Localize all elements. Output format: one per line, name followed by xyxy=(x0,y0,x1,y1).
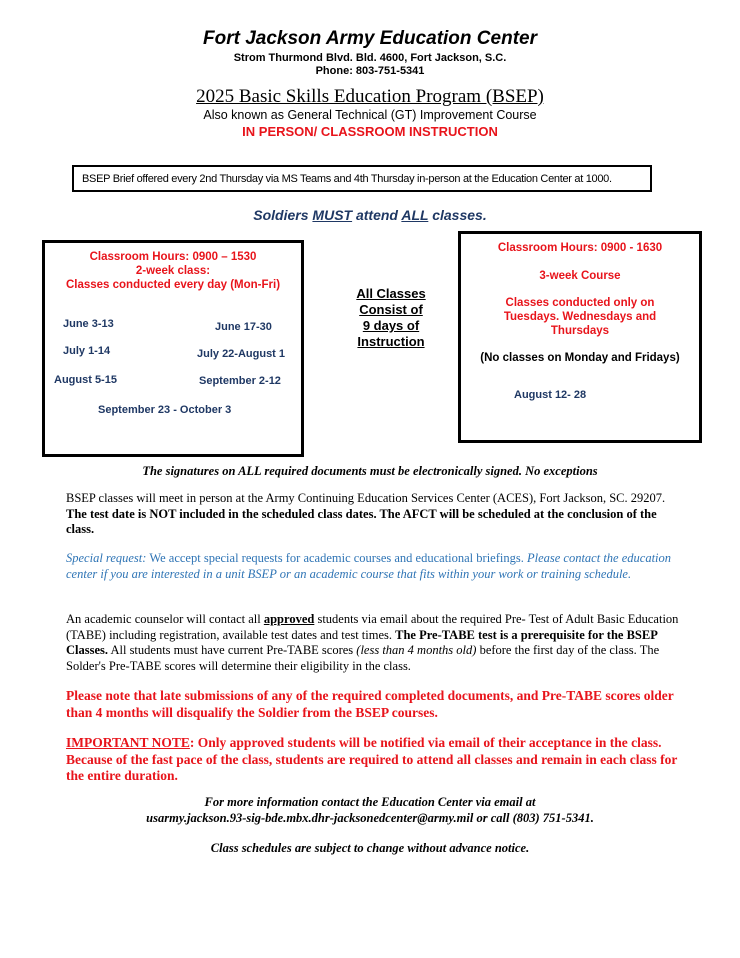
instruction-mode: IN PERSON/ CLASSROOM INSTRUCTION xyxy=(242,124,498,139)
special-request-text: We accept special requests for academic courses and educational briefings. xyxy=(146,551,527,565)
attendance-requirement xyxy=(0,207,740,223)
class-date: August 12- 28 xyxy=(514,389,587,401)
approved-word: approved xyxy=(263,612,315,626)
class-date: June 3-13 xyxy=(63,318,114,330)
three-week-note: (No classes on Monday and Fridays) xyxy=(480,352,680,364)
contact-info xyxy=(0,795,740,826)
contact-email-line: usarmy.jackson.93-sig-bde.mbx.dhr-jacksonedcenter@army.mil or call (803) 751-5341. xyxy=(146,810,594,825)
important-note xyxy=(66,735,686,785)
must-mid: attend xyxy=(352,207,402,223)
class-length-line: Instruction xyxy=(357,334,425,349)
class-date: August 5-15 xyxy=(54,374,117,386)
class-length-line: All Classes xyxy=(356,286,426,301)
class-date: June 17-30 xyxy=(215,321,272,333)
late-submission-warning: Please note that late submissions of any of the required completed documents, and Pre-TABE scores older than 4 months will disqualify the Soldier from the BSEP courses. xyxy=(66,688,674,720)
address: Strom Thurmond Blvd. Bld. 4600, Fort Jackson, S.C. xyxy=(233,52,507,64)
three-week-length: 3-week Course xyxy=(539,270,621,282)
two-week-schedule-box xyxy=(42,240,304,457)
program-title: 2025 Basic Skills Education Program (BSEP) xyxy=(196,86,544,107)
important-note-text: : Only approved students will be notified via email of their acceptance in the class. Because of the fast pace of the class, students are required to attend all classes and remain in each class for the entire duration. xyxy=(66,735,678,783)
all-word: ALL xyxy=(401,207,429,223)
two-week-hours: Classroom Hours: 0900 – 1530 xyxy=(89,251,257,263)
class-length-note xyxy=(345,286,437,350)
contact-line: For more information contact the Education Center via email at xyxy=(204,795,536,809)
signature-notice: The signatures on ALL required documents must be electronically signed. No exceptions xyxy=(142,464,598,478)
test-date-note: The test date is NOT included in the scheduled class dates. The AFCT will be scheduled at the conclusion of the class. xyxy=(66,506,657,536)
class-date: September 2-12 xyxy=(199,375,281,387)
schedule-disclaimer: Class schedules are subject to change without advance notice. xyxy=(210,841,530,855)
must-word: MUST xyxy=(312,207,353,223)
important-note-label: IMPORTANT NOTE xyxy=(66,735,190,750)
tabe-text: before the first day of the class. The Solder's Pre-TABE scores will determine their eligibility in the class. xyxy=(66,643,660,673)
tabe-text: students via email about the required Pre- Test of Adult Basic Education (TABE) including registration, available test dates and test times. xyxy=(66,612,679,642)
class-date: July 1-14 xyxy=(63,345,111,357)
special-request-contact: Please contact the education center if you are interested in a unit BSEP or an academic course that fits within your work or training schedule. xyxy=(66,551,672,581)
paragraph-special-request xyxy=(66,551,686,582)
three-week-hours: Classroom Hours: 0900 - 1630 xyxy=(497,242,663,254)
phone: Phone: 803-751-5341 xyxy=(315,65,425,77)
class-length-line: 9 days of xyxy=(362,318,420,333)
three-week-days: Tuesdays. Wednesdays and xyxy=(503,311,657,323)
class-length-line: Consist of xyxy=(359,302,423,317)
must-post: classes. xyxy=(428,207,487,223)
location-text: BSEP classes will meet in person at the Army Continuing Education Services Center (ACES), Fort Jackson, SC. 29207. xyxy=(66,491,666,505)
tabe-prerequisite: The Pre-TABE test is a prerequisite for the BSEP Classes. xyxy=(66,627,658,657)
must-pre: Soldiers xyxy=(253,207,313,223)
two-week-length: 2-week class: xyxy=(135,265,211,277)
tabe-text: An academic counselor will contact all xyxy=(66,612,264,626)
three-week-schedule-box xyxy=(458,231,702,443)
class-date: July 22-August 1 xyxy=(197,348,286,360)
paragraph-location xyxy=(66,491,686,538)
tabe-text: All students must have current Pre-TABE scores xyxy=(108,643,357,657)
class-date: September 23 - October 3 xyxy=(98,404,232,416)
page-title: Fort Jackson Army Education Center xyxy=(203,28,537,49)
two-week-days: Classes conducted every day (Mon-Fri) xyxy=(65,279,281,291)
brief-box xyxy=(72,165,652,192)
special-request-label: Special request: xyxy=(66,551,147,565)
paragraph-tabe xyxy=(66,612,686,674)
three-week-days: Thursdays xyxy=(550,325,610,337)
aka-line: Also known as General Technical (GT) Improvement Course xyxy=(203,108,537,122)
three-week-days: Classes conducted only on xyxy=(505,297,655,309)
brief-text: BSEP Brief offered every 2nd Thursday via MS Teams and 4th Thursday in-person at the Education Center at 1000. xyxy=(82,173,612,185)
tabe-age-note: (less than 4 months old) xyxy=(356,643,477,657)
